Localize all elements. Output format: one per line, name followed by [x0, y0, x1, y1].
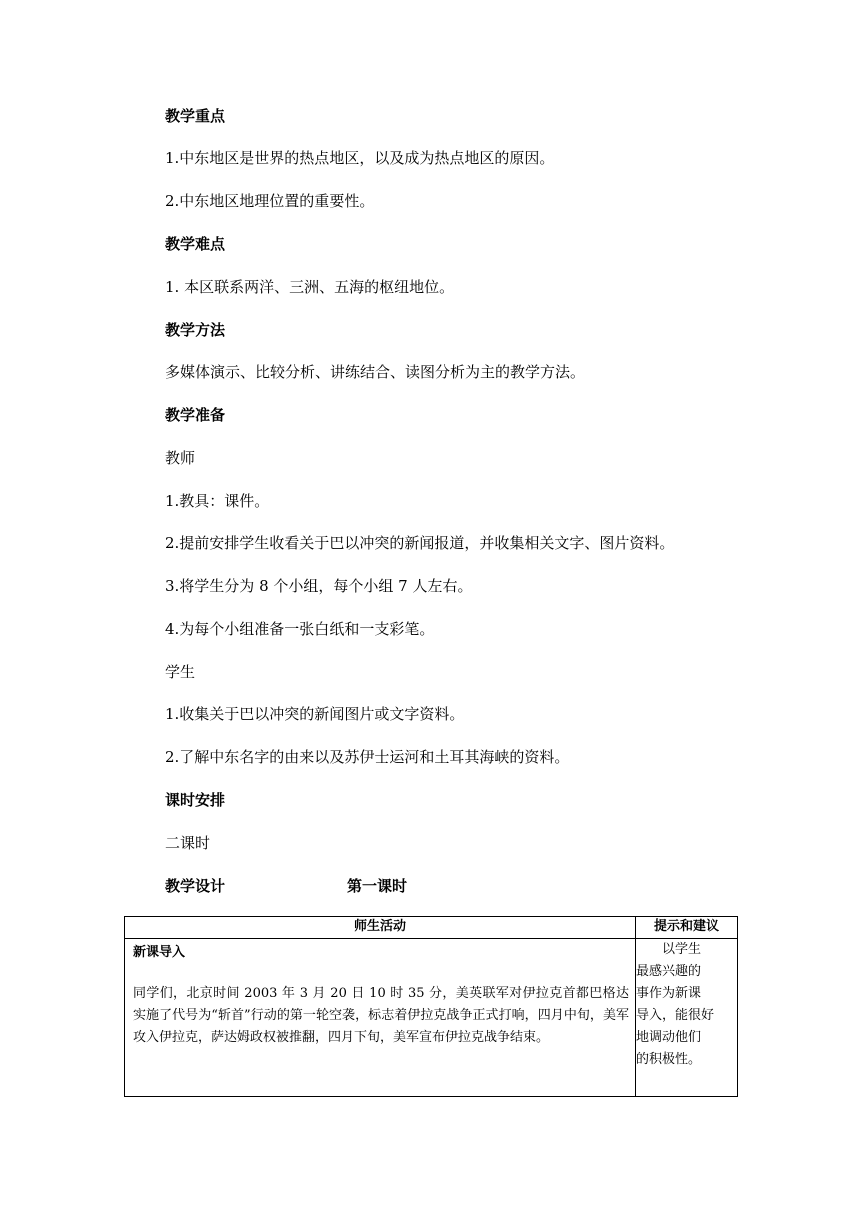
hint-line: 事作为新课	[636, 986, 702, 1001]
intro-text: 同学们，北京时间 2003 年 3 月 20 日 10 时 35 分，美英联军对伊拉克首都巴格达实施了代号为“斩首”行动的第一轮空袭，标志着伊拉克战争正式打响，四月中旬，美军攻入伊拉克，萨达姆政权被推翻，四月下旬，美军宣布伊拉克战争结束。	[133, 986, 629, 1045]
intro-title: 新课导入	[133, 945, 186, 960]
activities-header: 师生活动	[125, 917, 636, 939]
schedule-text: 二课时	[165, 834, 211, 852]
student-item: 2.了解中东名字的由来以及苏伊士运河和土耳其海峡的资料。	[165, 748, 570, 766]
methods-text: 多媒体演示、比较分析、讲练结合、读图分析为主的教学方法。	[165, 363, 586, 381]
hints-header: 提示和建议	[636, 917, 738, 939]
hint-line: 以学生	[636, 942, 702, 957]
lesson-plan-table	[124, 916, 738, 1097]
difficulties-heading: 教学难点	[165, 235, 226, 253]
table-row	[125, 939, 738, 1097]
methods-heading: 教学方法	[165, 321, 226, 339]
schedule-heading: 课时安排	[165, 791, 226, 809]
key-point-item: 1.中东地区是世界的热点地区，以及成为热点地区的原因。	[165, 149, 555, 167]
design-heading-row	[165, 876, 407, 896]
teacher-item: 4.为每个小组准备一张白纸和一支彩笔。	[165, 620, 435, 638]
design-heading: 教学设计	[165, 877, 226, 895]
difficulty-item: 1. 本区联系两洋、三洲、五海的枢纽地位。	[165, 278, 455, 296]
table-header-row	[125, 917, 738, 939]
student-label: 学生	[165, 663, 196, 681]
preparation-heading: 教学准备	[165, 406, 226, 424]
hint-line: 最感兴趣的	[636, 964, 702, 979]
hint-line: 地调动他们	[636, 1030, 702, 1045]
teacher-item: 2.提前安排学生收看关于巴以冲突的新闻报道，并收集相关文字、图片资料。	[165, 534, 675, 552]
hint-line: 的积极性。	[636, 1052, 702, 1067]
hint-cell	[636, 939, 738, 1097]
teacher-item: 1.教具：课件。	[165, 492, 270, 510]
period-label: 第一课时	[347, 877, 408, 895]
key-point-item: 2.中东地区地理位置的重要性。	[165, 192, 375, 210]
key-points-heading: 教学重点	[165, 107, 226, 125]
activity-cell	[125, 939, 636, 1097]
hint-line: 导入，能很好	[636, 1008, 715, 1023]
teacher-label: 教师	[165, 449, 196, 467]
teacher-item: 3.将学生分为 8 个小组，每个小组 7 人左右。	[165, 577, 473, 595]
student-item: 1.收集关于巴以冲突的新闻图片或文字资料。	[165, 705, 465, 723]
